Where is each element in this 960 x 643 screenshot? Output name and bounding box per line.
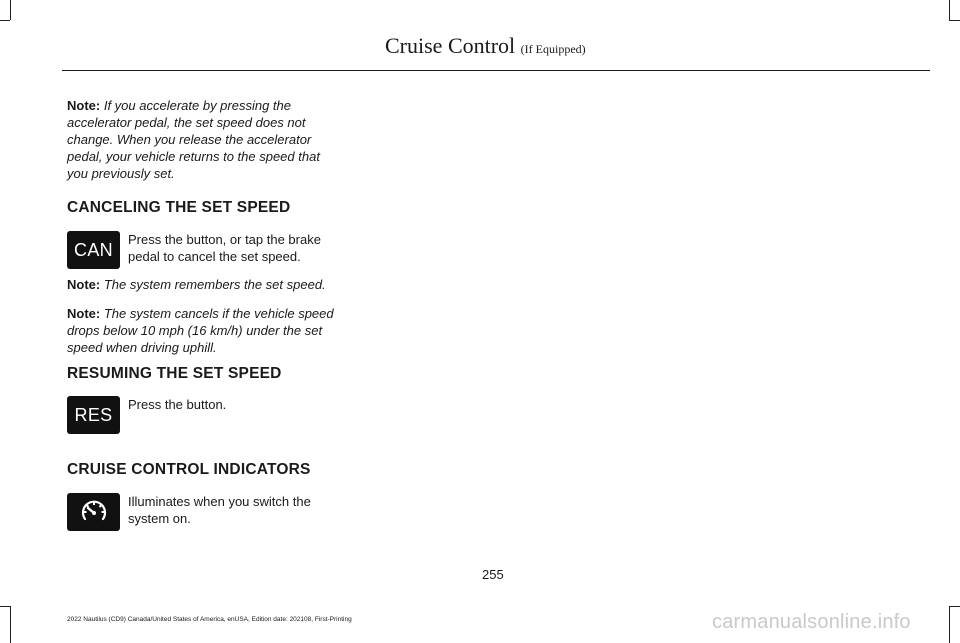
cancel-note-2 [67,305,342,356]
crop-mark [949,20,960,21]
chapter-title: Cruise Control [385,33,516,58]
crop-mark [10,0,11,20]
header-rule [62,70,930,71]
resume-row [67,396,342,436]
crop-mark [949,606,960,607]
watermark: carmanualsonline.info [712,611,911,633]
intro-note [67,97,342,182]
page-number: 255 [482,567,504,582]
crop-mark [0,20,10,21]
note-label: Note: [67,98,101,113]
resume-instruction: Press the button. [128,397,227,412]
cancel-note-1 [67,276,342,293]
resume-button-icon: RES [67,396,120,434]
crop-mark [949,606,950,643]
page-title [385,33,586,59]
footer-edition: 2022 Nautilus (CD9) Canada/United States of America, enUSA, Edition date: 202108, First-Printing [67,616,352,623]
note-label: Note: [67,306,101,321]
note-text: If you accelerate by pressing the accelerator pedal, the set speed does not change. When you release the accelerator pedal, your vehicle returns to the speed that you previously set. [67,98,320,181]
crop-mark [949,0,950,20]
cancel-button-icon: CAN [67,231,120,269]
note-text: The system cancels if the vehicle speed drops below 10 mph (16 km/h) under the set speed when driving uphill. [67,306,334,355]
note-text: The system remembers the set speed. [103,277,326,292]
chapter-subtitle: (If Equipped) [520,42,586,56]
section-heading-canceling: CANCELING THE SET SPEED [67,199,291,216]
indicator-instruction: Illuminates when you switch the system on. [128,494,311,526]
crop-mark [0,606,10,607]
section-heading-indicators: CRUISE CONTROL INDICATORS [67,461,311,478]
section-heading-resuming: RESUMING THE SET SPEED [67,365,282,382]
indicator-row [67,493,342,533]
crop-mark [10,606,11,643]
note-label: Note: [67,277,101,292]
cancel-instruction: Press the button, or tap the brake pedal to cancel the set speed. [128,232,321,264]
cancel-row [67,231,342,271]
cruise-speedometer-icon [67,493,120,531]
